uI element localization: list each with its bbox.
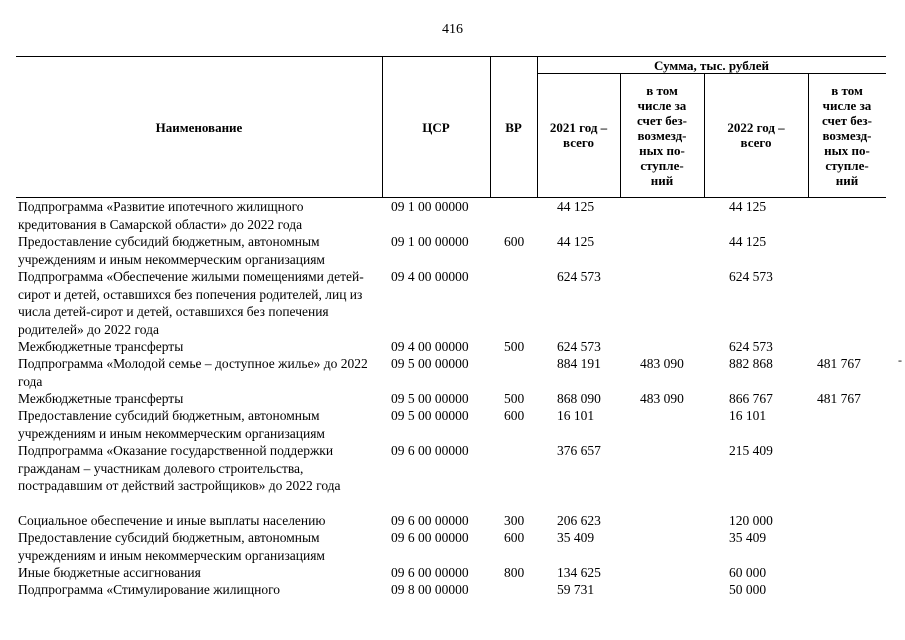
row-name: Социальное обеспечение и иные выплаты населению: [18, 513, 326, 528]
row-2022-free: 481 767: [817, 356, 861, 371]
header-2021-free: в том числе за счет без- возмезд- ных по- ступле- ний: [637, 82, 687, 188]
row-csr: 09 4 00 00000: [391, 339, 469, 354]
row-csr: 09 5 00 00000: [391, 408, 469, 423]
header-2021-total: 2021 год – всего: [549, 120, 608, 150]
row-name: Подпрограмма «Обеспечение жилыми помещениями детей-сирот и детей, оставшихся без попечения родителей, лиц из числа детей-сирот и детей, оставшихся без попечения родителей» до 2022 года: [18, 269, 364, 337]
row-2021: 376 657: [557, 443, 601, 458]
row-csr: 09 6 00 00000: [391, 443, 469, 458]
page-number: 416: [442, 22, 463, 37]
row-2022: 44 125: [729, 199, 767, 214]
row-2022: 35 409: [729, 530, 767, 545]
row-name: Межбюджетные трансферты: [18, 391, 184, 406]
row-2022: 215 409: [729, 443, 773, 458]
margin-mark: -: [898, 353, 902, 367]
row-vr: 300: [504, 513, 525, 528]
row-name: Подпрограмма «Оказание государственной поддержки гражданам – участникам долевого строительства, пострадавшим от действий застройщиков» до 2022 года: [18, 443, 341, 493]
table-header: [16, 56, 886, 198]
row-2021: 44 125: [557, 199, 595, 214]
row-2022: 120 000: [729, 513, 773, 528]
row-name: Межбюджетные трансферты: [18, 339, 184, 354]
row-name: Подпрограмма «Стимулирование жилищного: [18, 582, 281, 597]
row-vr: 500: [504, 339, 525, 354]
row-csr: 09 4 00 00000: [391, 269, 469, 284]
row-2022: 624 573: [729, 339, 773, 354]
row-2022: 882 868: [729, 356, 773, 371]
header-2022-total: 2022 год – всего: [727, 120, 785, 150]
header-2022-free: в том числе за счет без- возмезд- ных по- ступле- ний: [822, 82, 872, 188]
row-csr: 09 1 00 00000: [391, 199, 469, 214]
header-name: Наименование: [155, 119, 243, 135]
row-csr: 09 6 00 00000: [391, 530, 469, 545]
row-vr: 600: [504, 530, 525, 545]
row-csr: 09 5 00 00000: [391, 356, 469, 371]
row-csr: 09 1 00 00000: [391, 234, 469, 249]
row-2021: 884 191: [557, 356, 601, 371]
row-2021-free: 483 090: [640, 391, 684, 406]
header-csr: ЦСР: [422, 119, 450, 135]
row-2021: 206 623: [557, 513, 601, 528]
row-name: Предоставление субсидий бюджетным, автономным учреждениям и иным некоммерческим организациям: [18, 234, 325, 267]
row-2022-free: 481 767: [817, 391, 861, 406]
row-name: Подпрограмма «Молодой семье – доступное жилье» до 2022 года: [18, 356, 368, 389]
header-sum-group: Сумма, тыс. рублей: [654, 57, 769, 73]
row-csr: 09 5 00 00000: [391, 391, 469, 406]
row-vr: 500: [504, 391, 525, 406]
row-2022: 16 101: [729, 408, 767, 423]
row-vr: 600: [504, 234, 525, 249]
row-2021: 868 090: [557, 391, 601, 406]
header-vr: ВР: [505, 119, 522, 135]
row-name: Предоставление субсидий бюджетным, автономным учреждениям и иным некоммерческим организациям: [18, 530, 325, 563]
row-csr: 09 6 00 00000: [391, 565, 469, 580]
row-2022: 866 767: [729, 391, 773, 406]
row-2021: 35 409: [557, 530, 595, 545]
row-2021: 16 101: [557, 408, 595, 423]
row-vr: 600: [504, 408, 525, 423]
row-name: Иные бюджетные ассигнования: [18, 565, 201, 580]
row-name: Предоставление субсидий бюджетным, автономным учреждениям и иным некоммерческим организациям: [18, 408, 325, 441]
row-2021: 624 573: [557, 339, 601, 354]
row-2021: 624 573: [557, 269, 601, 284]
row-2021: 134 625: [557, 565, 601, 580]
row-2021-free: 483 090: [640, 356, 684, 371]
row-csr: 09 8 00 00000: [391, 582, 469, 597]
row-2021: 44 125: [557, 234, 595, 249]
row-2022: 44 125: [729, 234, 767, 249]
row-2021: 59 731: [557, 582, 595, 597]
row-name: Подпрограмма «Развитие ипотечного жилищного кредитования в Самарской области» до 2022 года: [18, 199, 304, 232]
row-2022: 60 000: [729, 565, 767, 580]
row-vr: 800: [504, 565, 525, 580]
row-2022: 624 573: [729, 269, 773, 284]
row-2022: 50 000: [729, 582, 767, 597]
row-csr: 09 6 00 00000: [391, 513, 469, 528]
